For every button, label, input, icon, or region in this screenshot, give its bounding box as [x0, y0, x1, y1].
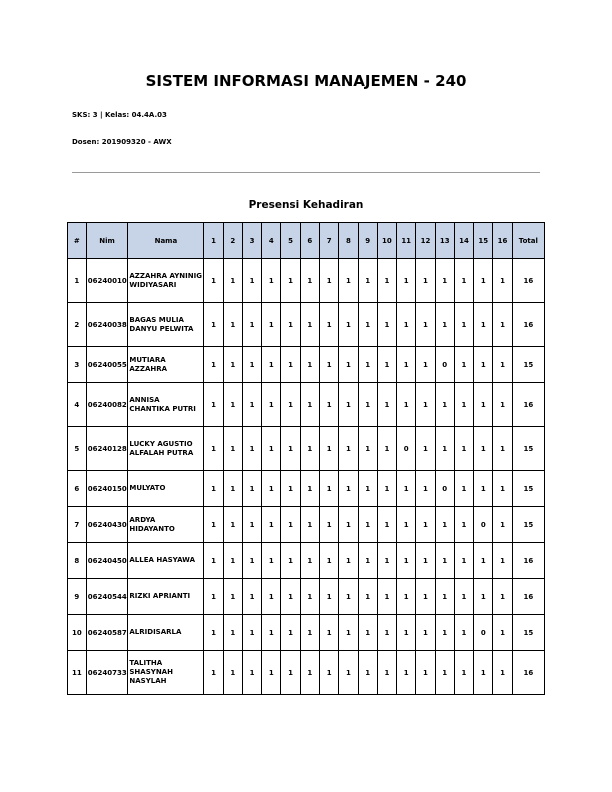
- attendance-cell: 1: [281, 471, 300, 507]
- attendance-cell: 1: [377, 427, 396, 471]
- attendance-cell: 1: [262, 383, 281, 427]
- attendance-cell: 1: [281, 259, 300, 303]
- attendance-cell: 1: [242, 543, 261, 579]
- attendance-cell: 1: [339, 259, 358, 303]
- column-header: Nama: [128, 223, 204, 259]
- student-nim: 06240128: [86, 427, 128, 471]
- attendance-cell: 1: [377, 471, 396, 507]
- row-number: 11: [68, 651, 87, 695]
- student-nim: 06240450: [86, 543, 128, 579]
- attendance-cell: 1: [281, 615, 300, 651]
- student-nim: 06240587: [86, 615, 128, 651]
- lecturer-info: Dosen: 201909320 - AWX: [72, 138, 172, 146]
- attendance-cell: 1: [223, 543, 242, 579]
- attendance-cell: 1: [454, 507, 473, 543]
- attendance-cell: 1: [204, 579, 223, 615]
- row-number: 2: [68, 303, 87, 347]
- attendance-cell: 1: [242, 427, 261, 471]
- attendance-cell: 1: [281, 383, 300, 427]
- attendance-cell: 1: [397, 347, 416, 383]
- table-row: [68, 427, 545, 471]
- attendance-cell: 1: [242, 615, 261, 651]
- attendance-cell: 1: [454, 471, 473, 507]
- student-name: AZZAHRA AYNINIG WIDIYASARI: [128, 259, 204, 303]
- attendance-cell: 1: [397, 471, 416, 507]
- row-number: 1: [68, 259, 87, 303]
- attendance-cell: 1: [493, 347, 512, 383]
- attendance-cell: 1: [242, 259, 261, 303]
- attendance-cell: 1: [339, 651, 358, 695]
- attendance-cell: 1: [397, 383, 416, 427]
- attendance-cell: 1: [377, 651, 396, 695]
- column-header: 16: [493, 223, 512, 259]
- attendance-cell: 1: [204, 543, 223, 579]
- attendance-cell: 1: [454, 427, 473, 471]
- student-nim: 06240010: [86, 259, 128, 303]
- attendance-cell: 1: [377, 303, 396, 347]
- attendance-cell: 1: [223, 471, 242, 507]
- attendance-total: 16: [512, 259, 544, 303]
- attendance-cell: 1: [262, 259, 281, 303]
- column-header: 11: [397, 223, 416, 259]
- student-nim: 06240055: [86, 347, 128, 383]
- course-info: SKS: 3 | Kelas: 04.4A.03: [72, 111, 167, 119]
- attendance-cell: 1: [474, 383, 493, 427]
- student-name: RIZKI APRIANTI: [128, 579, 204, 615]
- attendance-cell: 1: [262, 651, 281, 695]
- table-row: [68, 579, 545, 615]
- attendance-cell: 1: [300, 471, 319, 507]
- attendance-cell: 1: [339, 507, 358, 543]
- attendance-cell: 1: [262, 507, 281, 543]
- attendance-cell: 1: [397, 259, 416, 303]
- column-header: 14: [454, 223, 473, 259]
- divider: [72, 172, 540, 173]
- attendance-cell: 1: [300, 427, 319, 471]
- column-header: #: [68, 223, 87, 259]
- attendance-cell: 1: [454, 383, 473, 427]
- attendance-cell: 1: [320, 543, 339, 579]
- attendance-cell: 1: [416, 347, 435, 383]
- table-row: [68, 471, 545, 507]
- student-nim: 06240150: [86, 471, 128, 507]
- attendance-cell: 1: [262, 347, 281, 383]
- attendance-cell: 1: [281, 427, 300, 471]
- attendance-cell: 1: [358, 259, 377, 303]
- attendance-cell: 1: [358, 303, 377, 347]
- table-row: [68, 347, 545, 383]
- attendance-cell: 1: [242, 579, 261, 615]
- column-header: 1: [204, 223, 223, 259]
- row-number: 6: [68, 471, 87, 507]
- attendance-cell: 1: [223, 347, 242, 383]
- attendance-cell: 1: [397, 543, 416, 579]
- student-nim: 06240082: [86, 383, 128, 427]
- attendance-cell: 1: [300, 259, 319, 303]
- table-row: [68, 651, 545, 695]
- attendance-total: 15: [512, 471, 544, 507]
- attendance-cell: 1: [435, 259, 454, 303]
- column-header: Nim: [86, 223, 128, 259]
- column-header: Total: [512, 223, 544, 259]
- table-row: [68, 507, 545, 543]
- attendance-cell: 1: [339, 579, 358, 615]
- attendance-cell: 1: [474, 259, 493, 303]
- attendance-cell: 1: [454, 651, 473, 695]
- attendance-cell: 1: [416, 427, 435, 471]
- attendance-cell: 1: [474, 471, 493, 507]
- attendance-cell: 1: [358, 543, 377, 579]
- attendance-cell: 1: [339, 543, 358, 579]
- attendance-cell: 1: [493, 471, 512, 507]
- attendance-cell: 1: [262, 471, 281, 507]
- attendance-cell: 1: [377, 615, 396, 651]
- attendance-cell: 1: [474, 303, 493, 347]
- attendance-cell: 1: [397, 651, 416, 695]
- attendance-cell: 1: [320, 651, 339, 695]
- student-name: MULYATO: [128, 471, 204, 507]
- attendance-cell: 1: [281, 507, 300, 543]
- attendance-cell: 1: [262, 543, 281, 579]
- attendance-cell: 1: [320, 303, 339, 347]
- column-header: 13: [435, 223, 454, 259]
- attendance-cell: 1: [416, 259, 435, 303]
- attendance-cell: 1: [435, 427, 454, 471]
- attendance-table: [67, 222, 545, 695]
- student-name: LUCKY AGUSTIO ALFALAH PUTRA: [128, 427, 204, 471]
- attendance-cell: 1: [320, 347, 339, 383]
- attendance-cell: 1: [454, 543, 473, 579]
- attendance-cell: 1: [493, 579, 512, 615]
- attendance-cell: 1: [435, 383, 454, 427]
- student-name: MUTIARA AZZAHRA: [128, 347, 204, 383]
- attendance-cell: 1: [204, 651, 223, 695]
- attendance-cell: 1: [397, 579, 416, 615]
- attendance-cell: 1: [358, 383, 377, 427]
- column-header: 7: [320, 223, 339, 259]
- attendance-cell: 1: [204, 383, 223, 427]
- attendance-cell: 1: [435, 507, 454, 543]
- attendance-cell: 1: [377, 383, 396, 427]
- attendance-cell: 1: [416, 615, 435, 651]
- attendance-cell: 1: [223, 259, 242, 303]
- attendance-cell: 1: [339, 303, 358, 347]
- attendance-cell: 1: [493, 615, 512, 651]
- row-number: 7: [68, 507, 87, 543]
- attendance-cell: 1: [300, 507, 319, 543]
- attendance-cell: 1: [454, 347, 473, 383]
- attendance-cell: 0: [435, 347, 454, 383]
- attendance-cell: 1: [339, 347, 358, 383]
- attendance-cell: 1: [416, 651, 435, 695]
- attendance-cell: 1: [416, 471, 435, 507]
- attendance-cell: 1: [300, 347, 319, 383]
- table-row: [68, 259, 545, 303]
- row-number: 8: [68, 543, 87, 579]
- attendance-cell: 1: [416, 303, 435, 347]
- attendance-cell: 1: [435, 579, 454, 615]
- attendance-cell: 1: [358, 651, 377, 695]
- attendance-cell: 0: [474, 615, 493, 651]
- attendance-total: 16: [512, 303, 544, 347]
- attendance-cell: 1: [223, 615, 242, 651]
- attendance-cell: 1: [320, 579, 339, 615]
- attendance-total: 16: [512, 579, 544, 615]
- column-header: 15: [474, 223, 493, 259]
- row-number: 3: [68, 347, 87, 383]
- student-nim: 06240038: [86, 303, 128, 347]
- attendance-cell: 1: [223, 303, 242, 347]
- attendance-cell: 1: [397, 303, 416, 347]
- attendance-cell: 1: [223, 427, 242, 471]
- attendance-cell: 1: [493, 303, 512, 347]
- attendance-cell: 1: [320, 471, 339, 507]
- attendance-total: 15: [512, 507, 544, 543]
- attendance-total: 15: [512, 615, 544, 651]
- attendance-cell: 1: [262, 615, 281, 651]
- attendance-cell: 1: [377, 579, 396, 615]
- attendance-cell: 1: [416, 543, 435, 579]
- attendance-cell: 1: [358, 579, 377, 615]
- column-header: 10: [377, 223, 396, 259]
- attendance-cell: 1: [262, 579, 281, 615]
- attendance-cell: 1: [454, 259, 473, 303]
- attendance-cell: 1: [474, 427, 493, 471]
- attendance-cell: 1: [474, 651, 493, 695]
- attendance-cell: 1: [377, 507, 396, 543]
- column-header: 12: [416, 223, 435, 259]
- attendance-cell: 0: [474, 507, 493, 543]
- row-number: 4: [68, 383, 87, 427]
- attendance-cell: 1: [300, 303, 319, 347]
- column-header: 8: [339, 223, 358, 259]
- attendance-cell: 1: [242, 383, 261, 427]
- attendance-cell: 1: [242, 471, 261, 507]
- attendance-total: 15: [512, 347, 544, 383]
- column-header: 4: [262, 223, 281, 259]
- attendance-cell: 1: [204, 303, 223, 347]
- attendance-cell: 1: [262, 303, 281, 347]
- attendance-cell: 1: [474, 347, 493, 383]
- attendance-cell: 1: [204, 615, 223, 651]
- attendance-cell: 1: [281, 303, 300, 347]
- attendance-cell: 1: [320, 259, 339, 303]
- attendance-cell: 1: [281, 347, 300, 383]
- attendance-total: 16: [512, 383, 544, 427]
- row-number: 9: [68, 579, 87, 615]
- attendance-cell: 1: [339, 615, 358, 651]
- attendance-cell: 1: [242, 507, 261, 543]
- column-header: 3: [242, 223, 261, 259]
- section-title: Presensi Kehadiran: [248, 199, 364, 211]
- student-name: ALLEA HASYAWA: [128, 543, 204, 579]
- attendance-cell: 1: [377, 347, 396, 383]
- student-name: ALRIDISARLA: [128, 615, 204, 651]
- attendance-total: 16: [512, 543, 544, 579]
- attendance-cell: 1: [416, 507, 435, 543]
- attendance-cell: 1: [242, 651, 261, 695]
- table-row: [68, 303, 545, 347]
- attendance-cell: 1: [397, 615, 416, 651]
- table-header-row: [68, 223, 545, 259]
- student-name: TALITHA SHASYNAH NASYLAH: [128, 651, 204, 695]
- table-row: [68, 383, 545, 427]
- attendance-total: 16: [512, 651, 544, 695]
- column-header: 6: [300, 223, 319, 259]
- attendance-cell: 1: [223, 651, 242, 695]
- attendance-cell: 1: [204, 347, 223, 383]
- attendance-cell: 1: [493, 651, 512, 695]
- attendance-cell: 1: [358, 347, 377, 383]
- attendance-cell: 1: [300, 651, 319, 695]
- attendance-cell: 1: [358, 615, 377, 651]
- student-nim: 06240544: [86, 579, 128, 615]
- attendance-cell: 1: [281, 579, 300, 615]
- attendance-cell: 1: [397, 507, 416, 543]
- student-nim: 06240430: [86, 507, 128, 543]
- attendance-cell: 1: [223, 383, 242, 427]
- attendance-cell: 1: [339, 383, 358, 427]
- course-title: SISTEM INFORMASI MANAJEMEN - 240: [145, 72, 467, 90]
- attendance-cell: 1: [358, 507, 377, 543]
- attendance-cell: 1: [204, 507, 223, 543]
- student-name: ANNISA CHANTIKA PUTRI: [128, 383, 204, 427]
- attendance-cell: 1: [377, 543, 396, 579]
- attendance-cell: 1: [435, 543, 454, 579]
- attendance-cell: 1: [204, 471, 223, 507]
- attendance-cell: 1: [493, 427, 512, 471]
- column-header: 2: [223, 223, 242, 259]
- attendance-cell: 1: [281, 543, 300, 579]
- attendance-cell: 1: [242, 303, 261, 347]
- attendance-cell: 1: [416, 579, 435, 615]
- attendance-cell: 1: [435, 651, 454, 695]
- attendance-cell: 1: [454, 303, 473, 347]
- attendance-cell: 1: [416, 383, 435, 427]
- table-row: [68, 615, 545, 651]
- attendance-cell: 1: [339, 471, 358, 507]
- attendance-cell: 1: [358, 427, 377, 471]
- attendance-cell: 1: [320, 383, 339, 427]
- attendance-cell: 1: [320, 615, 339, 651]
- attendance-cell: 1: [493, 507, 512, 543]
- attendance-cell: 1: [358, 471, 377, 507]
- attendance-cell: 1: [339, 427, 358, 471]
- table-row: [68, 543, 545, 579]
- attendance-cell: 1: [242, 347, 261, 383]
- attendance-cell: 1: [454, 579, 473, 615]
- attendance-cell: 1: [493, 543, 512, 579]
- attendance-cell: 1: [474, 579, 493, 615]
- attendance-cell: 1: [300, 543, 319, 579]
- attendance-cell: 0: [397, 427, 416, 471]
- attendance-cell: 1: [474, 543, 493, 579]
- attendance-cell: 1: [320, 427, 339, 471]
- attendance-cell: 1: [493, 383, 512, 427]
- attendance-total: 15: [512, 427, 544, 471]
- attendance-cell: 1: [204, 427, 223, 471]
- row-number: 5: [68, 427, 87, 471]
- attendance-cell: 1: [454, 615, 473, 651]
- attendance-cell: 1: [377, 259, 396, 303]
- attendance-cell: 1: [262, 427, 281, 471]
- attendance-cell: 1: [493, 259, 512, 303]
- row-number: 10: [68, 615, 87, 651]
- attendance-cell: 1: [435, 303, 454, 347]
- student-name: BAGAS MULIA DANYU PELWITA: [128, 303, 204, 347]
- attendance-cell: 1: [300, 383, 319, 427]
- attendance-cell: 0: [435, 471, 454, 507]
- attendance-cell: 1: [281, 651, 300, 695]
- attendance-cell: 1: [223, 507, 242, 543]
- attendance-cell: 1: [300, 579, 319, 615]
- attendance-cell: 1: [435, 615, 454, 651]
- attendance-cell: 1: [223, 579, 242, 615]
- attendance-cell: 1: [300, 615, 319, 651]
- column-header: 5: [281, 223, 300, 259]
- column-header: 9: [358, 223, 377, 259]
- attendance-cell: 1: [204, 259, 223, 303]
- student-name: ARDYA HIDAYANTO: [128, 507, 204, 543]
- attendance-cell: 1: [320, 507, 339, 543]
- student-nim: 06240733: [86, 651, 128, 695]
